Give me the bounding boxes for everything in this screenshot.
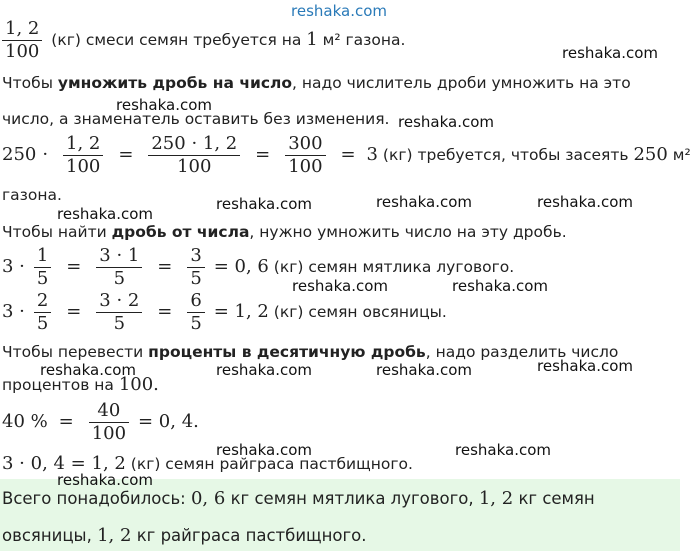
watermark: reshaka.com — [57, 205, 153, 223]
line-seed-mix: $\frac{1, 2}{100}$ (кг) смеси семян требуется на 1 м² газона. — [2, 18, 405, 63]
calc-total-mix: 250 · $\frac{1, 2}{100}$ = $\frac{250 \cdot 1, 2}{100}$ = $\frac{300}{100}$ = 3 (кг) требуется, чтобы засеять 250 м² — [2, 133, 691, 177]
fraction: $\frac{2}{5}$ — [34, 290, 51, 335]
watermark: reshaka.com — [398, 113, 494, 131]
calc-total-cont: газона. — [2, 186, 62, 204]
watermark: reshaka.com — [40, 361, 136, 379]
watermark: reshaka.com — [292, 277, 388, 295]
fraction: $\frac{1, 2}{100}$ — [2, 18, 42, 63]
fraction: $\frac{250 \cdot 1, 2}{100}$ — [148, 133, 240, 178]
watermark: reshaka.com — [452, 277, 548, 295]
calc-bluegrass: 3 · $\frac{1}{5}$ = $\frac{3 \cdot 1}{5}$ = $\frac{3}{5}$ = 0, 6 (кг) семян мятлика лугового. — [2, 245, 515, 289]
watermark: reshaka.com — [57, 471, 153, 489]
rule-multiply-cont: число, а знаменатель оставить без изменения. — [2, 110, 390, 128]
fraction: $\frac{40}{100}$ — [89, 400, 129, 445]
calc-percent: 40 % = $\frac{40}{100}$ = 0, 4. — [2, 400, 199, 444]
fraction: $\frac{300}{100}$ — [285, 133, 325, 178]
fraction: $\frac{6}{5}$ — [187, 290, 204, 335]
fraction: $\frac{3 \cdot 1}{5}$ — [96, 245, 142, 290]
fraction: $\frac{1, 2}{100}$ — [63, 133, 103, 178]
watermark: reshaka.com — [455, 441, 551, 459]
summary-line2: овсяницы, 1, 2 кг райграса пастбищного. — [2, 525, 367, 546]
watermark: reshaka.com — [537, 357, 633, 375]
rule-percent-cont: процентов на 100. — [2, 374, 159, 395]
fraction: $\frac{3}{5}$ — [187, 245, 204, 290]
watermark: reshaka.com — [216, 195, 312, 213]
fraction: $\frac{1}{5}$ — [34, 245, 51, 290]
watermark: reshaka.com — [216, 361, 312, 379]
watermark: reshaka.com — [291, 2, 387, 20]
fraction: $\frac{3 \cdot 2}{5}$ — [96, 290, 142, 335]
watermark: reshaka.com — [376, 361, 472, 379]
watermark: reshaka.com — [562, 44, 658, 62]
watermark: reshaka.com — [116, 96, 212, 114]
calc-fescue: 3 · $\frac{2}{5}$ = $\frac{3 \cdot 2}{5}$ = $\frac{6}{5}$ = 1, 2 (кг) семян овсяницы. — [2, 290, 447, 334]
watermark: reshaka.com — [537, 193, 633, 211]
watermark: reshaka.com — [376, 193, 472, 211]
rule-percent: Чтобы перевести проценты в десятичную дробь, надо разделить число — [2, 343, 619, 361]
calc-ryegrass: 3 · 0, 4 = 1, 2 (кг) семян райграса пастбищного. — [2, 453, 413, 474]
rule-fraction: Чтобы найти дробь от числа, нужно умножить число на эту дробь. — [2, 223, 567, 241]
summary-line1: Всего понадобилось: 0, 6 кг семян мятлика лугового, 1, 2 кг семян — [2, 488, 595, 509]
rule-multiply: Чтобы умножить дробь на число, надо числитель дроби умножить на это — [2, 74, 631, 92]
watermark: reshaka.com — [216, 441, 312, 459]
